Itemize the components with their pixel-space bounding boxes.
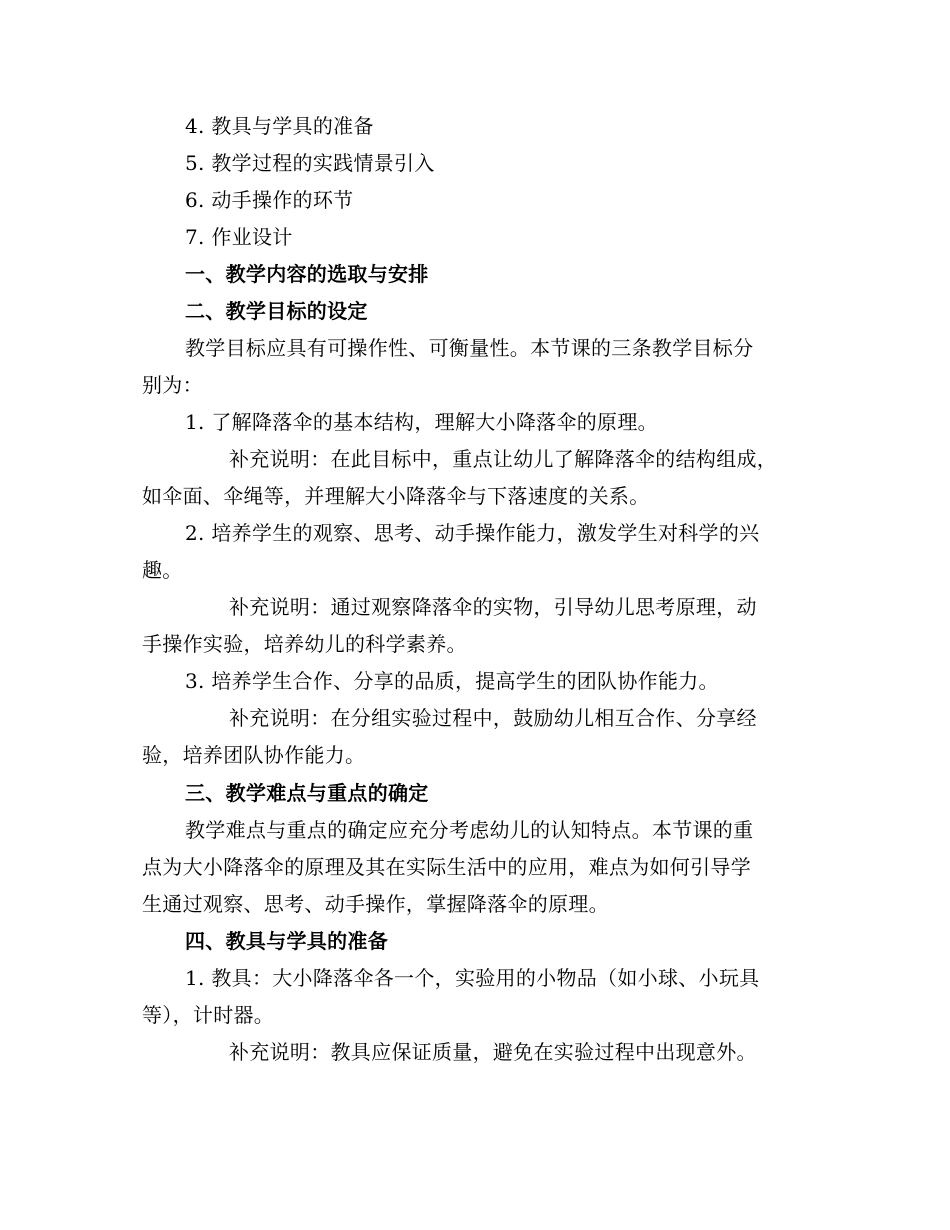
goal-item-continued: 趣。 (142, 558, 183, 582)
goal-item: 1. 了解降落伞的基本结构，理解大小降落伞的原理。 (185, 410, 658, 434)
list-item-continued: 等），计时器。 (142, 1003, 275, 1027)
outline-item: 5. 教学过程的实践情景引入 (185, 151, 435, 175)
paragraph-line: 教学目标应具有可操作性、可衡量性。本节课的三条教学目标分 (185, 336, 754, 360)
outline-item: 6. 动手操作的环节 (185, 188, 354, 212)
outline-item: 7. 作业设计 (185, 225, 293, 249)
note-line: 手操作实验，培养幼儿的科学素养。 (142, 632, 467, 656)
section-heading-2: 二、教学目标的设定 (185, 299, 368, 323)
outline-item: 4. 教具与学具的准备 (185, 114, 374, 138)
paragraph-line: 别为： (142, 373, 203, 397)
list-item: 1. 教具：大小降落伞各一个，实验用的小物品（如小球、小玩具 (185, 966, 760, 990)
paragraph-line: 教学难点与重点的确定应充分考虑幼儿的认知特点。本节课的重 (185, 818, 754, 842)
section-heading-4: 四、教具与学具的准备 (185, 929, 388, 953)
note-line: 补充说明：教具应保证质量，避免在实验过程中出现意外。 (229, 1040, 757, 1064)
paragraph-line: 生通过观察、思考、动手操作，掌握降落伞的原理。 (142, 892, 609, 916)
note-line: 验，培养团队协作能力。 (142, 743, 366, 767)
note-line: 补充说明：通过观察降落伞的实物，引导幼儿思考原理，动 (229, 595, 757, 619)
note-line: 补充说明：在此目标中，重点让幼儿了解降落伞的结构组成， (229, 447, 778, 471)
goal-item: 3. 培养学生合作、分享的品质，提高学生的团队协作能力。 (185, 669, 719, 693)
paragraph-line: 点为大小降落伞的原理及其在实际生活中的应用，难点为如何引导学 (142, 855, 751, 879)
section-heading-3: 三、教学难点与重点的确定 (185, 781, 429, 805)
goal-item: 2. 培养学生的观察、思考、动手操作能力，激发学生对科学的兴 (185, 521, 760, 545)
section-heading-1: 一、教学内容的选取与安排 (185, 262, 429, 286)
note-line: 补充说明：在分组实验过程中，鼓励幼儿相互合作、分享经 (229, 706, 757, 730)
note-line: 如伞面、伞绳等，并理解大小降落伞与下落速度的关系。 (142, 484, 650, 508)
